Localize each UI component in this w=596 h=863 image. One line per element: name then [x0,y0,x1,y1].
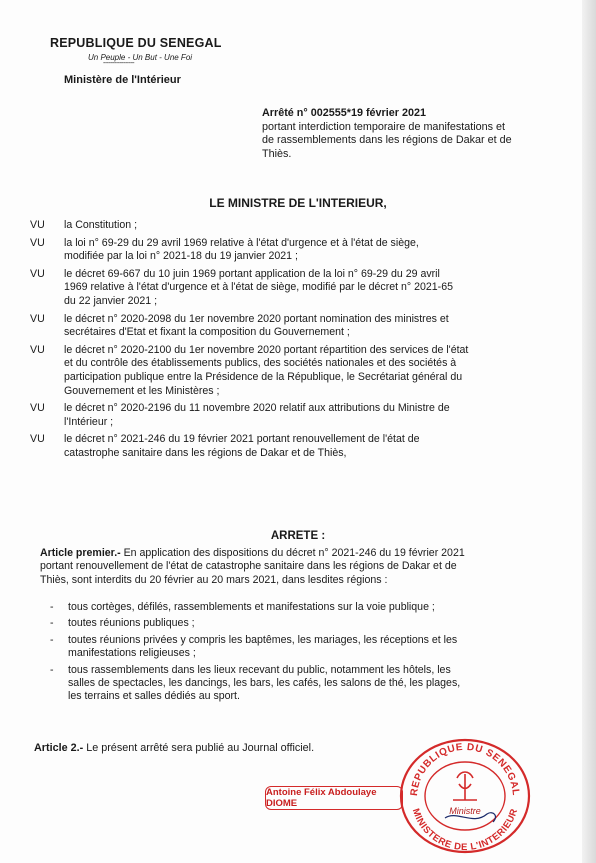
vu-text [64,344,530,398]
vu-tag: VU [30,433,45,446]
article-1-line: En application des dispositions du décret n° 2021-246 du 19 février 2021 [120,547,465,559]
article-1-label: Article premier.- [40,547,121,559]
arrete-heading: ARRETE : [270,530,326,542]
page-edge-shadow [582,0,596,863]
vu-line: le décret n° 2020-2100 du 1er novembre 2020 portant répartition des services de l'état [64,343,469,356]
vu-line: modifiée par la loi n° 2021-18 du 19 janvier 2021 ; [64,250,298,263]
prohibition-line: salles de spectacles, les dancings, les bars, les cafés, les salons de thé, les plages, [68,677,461,690]
vu-line: du 22 janvier 2021 ; [64,294,158,307]
vu-tag: VU [30,402,45,415]
bullet-dash-icon: - [50,617,54,630]
vu-text [64,219,530,233]
vu-item [30,268,530,309]
vu-text [64,433,530,460]
vu-line: l'Intérieur ; [64,415,114,428]
vu-list [30,219,530,465]
prohibition-text [68,634,457,661]
vu-item [30,237,530,264]
vu-item [30,433,530,460]
vu-line: le décret n° 2020-2196 du 11 novembre 2020 relatif aux attributions du Ministre de [64,402,450,415]
article-2-label: Article 2.- [34,742,84,754]
bullet-dash-icon: - [50,601,54,613]
ministry-name: Ministère de l'Intérieur [64,74,181,86]
vu-line: le décret 69-667 du 10 juin 1969 portant application de la loi n° 69-29 du 29 avril [64,267,440,280]
vu-line: Gouvernement et les Ministères ; [64,384,220,397]
signature-stamp: Antoine Félix Abdoulaye DIOME [265,786,403,810]
prohibition-line: tous rassemblements dans les lieux recevant du public, notamment les hôtels, les [68,663,451,676]
arrete-reference-block [262,107,542,161]
article-2-text: Le présent arrêté sera publié au Journal officiel. [83,742,315,754]
vu-tag: VU [30,267,45,280]
vu-line: catastrophe sanitaire dans les régions de Dakar et de Thiès, [64,446,347,459]
ministry-seal [395,730,535,855]
bullet-dash-icon: - [50,633,54,646]
vu-line: et du contrôle des établissements publics, des sociétés nationales et des sociétés à [64,357,457,370]
article-1 [40,547,530,587]
article-1-line: Thiès, sont interdits du 20 février au 20 mars 2021, dans lesdites régions : [40,573,388,586]
minister-heading: LE MINISTRE DE L'INTERIEUR, [209,196,387,210]
vu-line: la Constitution ; [64,219,138,231]
prohibition-text [68,617,195,630]
prohibition-line: tous cortèges, défilés, rassemblements et manifestations sur la voie publique ; [68,601,435,613]
vu-text [64,237,530,264]
vu-item [30,313,530,340]
article-2 [34,742,314,754]
vu-tag: VU [30,343,45,356]
prohibition-text [68,601,435,614]
vu-text [64,268,530,309]
vu-tag: VU [30,312,45,325]
national-motto: Un Peuple - Un But - Une Foi [88,53,193,62]
header-separator: ----------------- [103,60,135,67]
prohibition-item [50,617,530,630]
vu-tag: VU [30,219,45,231]
country-name: REPUBLIQUE DU SENEGAL [50,36,222,50]
vu-line: la loi n° 69-29 du 29 avril 1969 relative à l'état d'urgence et à l'état de siège, [64,236,419,249]
article-1-line: portant renouvellement de l'état de catastrophe sanitaire dans les régions de Dakar et de [40,560,457,573]
vu-tag: VU [30,236,45,249]
baobab-emblem-icon [453,772,477,800]
bullet-dash-icon: - [50,663,54,676]
arrete-reference: Arrêté n° 002555*19 février 2021 [262,107,426,119]
arrete-subject-line: Thiès. [262,147,292,160]
prohibition-line: manifestations religieuses ; [68,647,196,660]
vu-line: participation publique entre la Présidence de la République, le Secrétariat général du [64,370,463,383]
prohibition-text [68,664,460,704]
vu-item [30,402,530,429]
vu-item [30,219,530,233]
prohibition-item [50,601,530,614]
seal-top-text: REPUBLIQUE DU SENEGAL [408,741,522,797]
seal-bottom-text: MINISTERE DE L'INTERIEUR [409,807,521,854]
vu-item [30,344,530,398]
vu-text [64,402,530,429]
prohibition-line: toutes réunions publiques ; [68,617,195,630]
arrete-subject-line: de rassemblements dans les régions de Dakar et de [262,134,512,146]
vu-text [64,313,530,340]
seal-center-text: Ministre [449,806,481,816]
vu-line: secrétaires d'Etat et fixant la composition du Gouvernement ; [64,326,350,339]
prohibition-item [50,634,530,661]
prohibitions-list [50,601,530,707]
vu-line: 1969 relative à l'état d'urgence et à l'état de siège, modifié par le décret n° 2021-65 [64,281,453,294]
arrete-subject-line: portant interdiction temporaire de manifestations et [262,120,506,133]
prohibition-line: toutes réunions privées y compris les baptêmes, les mariages, les réceptions et les [68,633,458,646]
vu-line: le décret n° 2021-246 du 19 février 2021 portant renouvellement de l'état de [64,433,420,446]
prohibition-line: les terrains et salles dédiés au sport. [68,690,240,703]
vu-line: le décret n° 2020-2098 du 1er novembre 2020 portant nomination des ministres et [64,312,449,325]
prohibition-item [50,664,530,704]
